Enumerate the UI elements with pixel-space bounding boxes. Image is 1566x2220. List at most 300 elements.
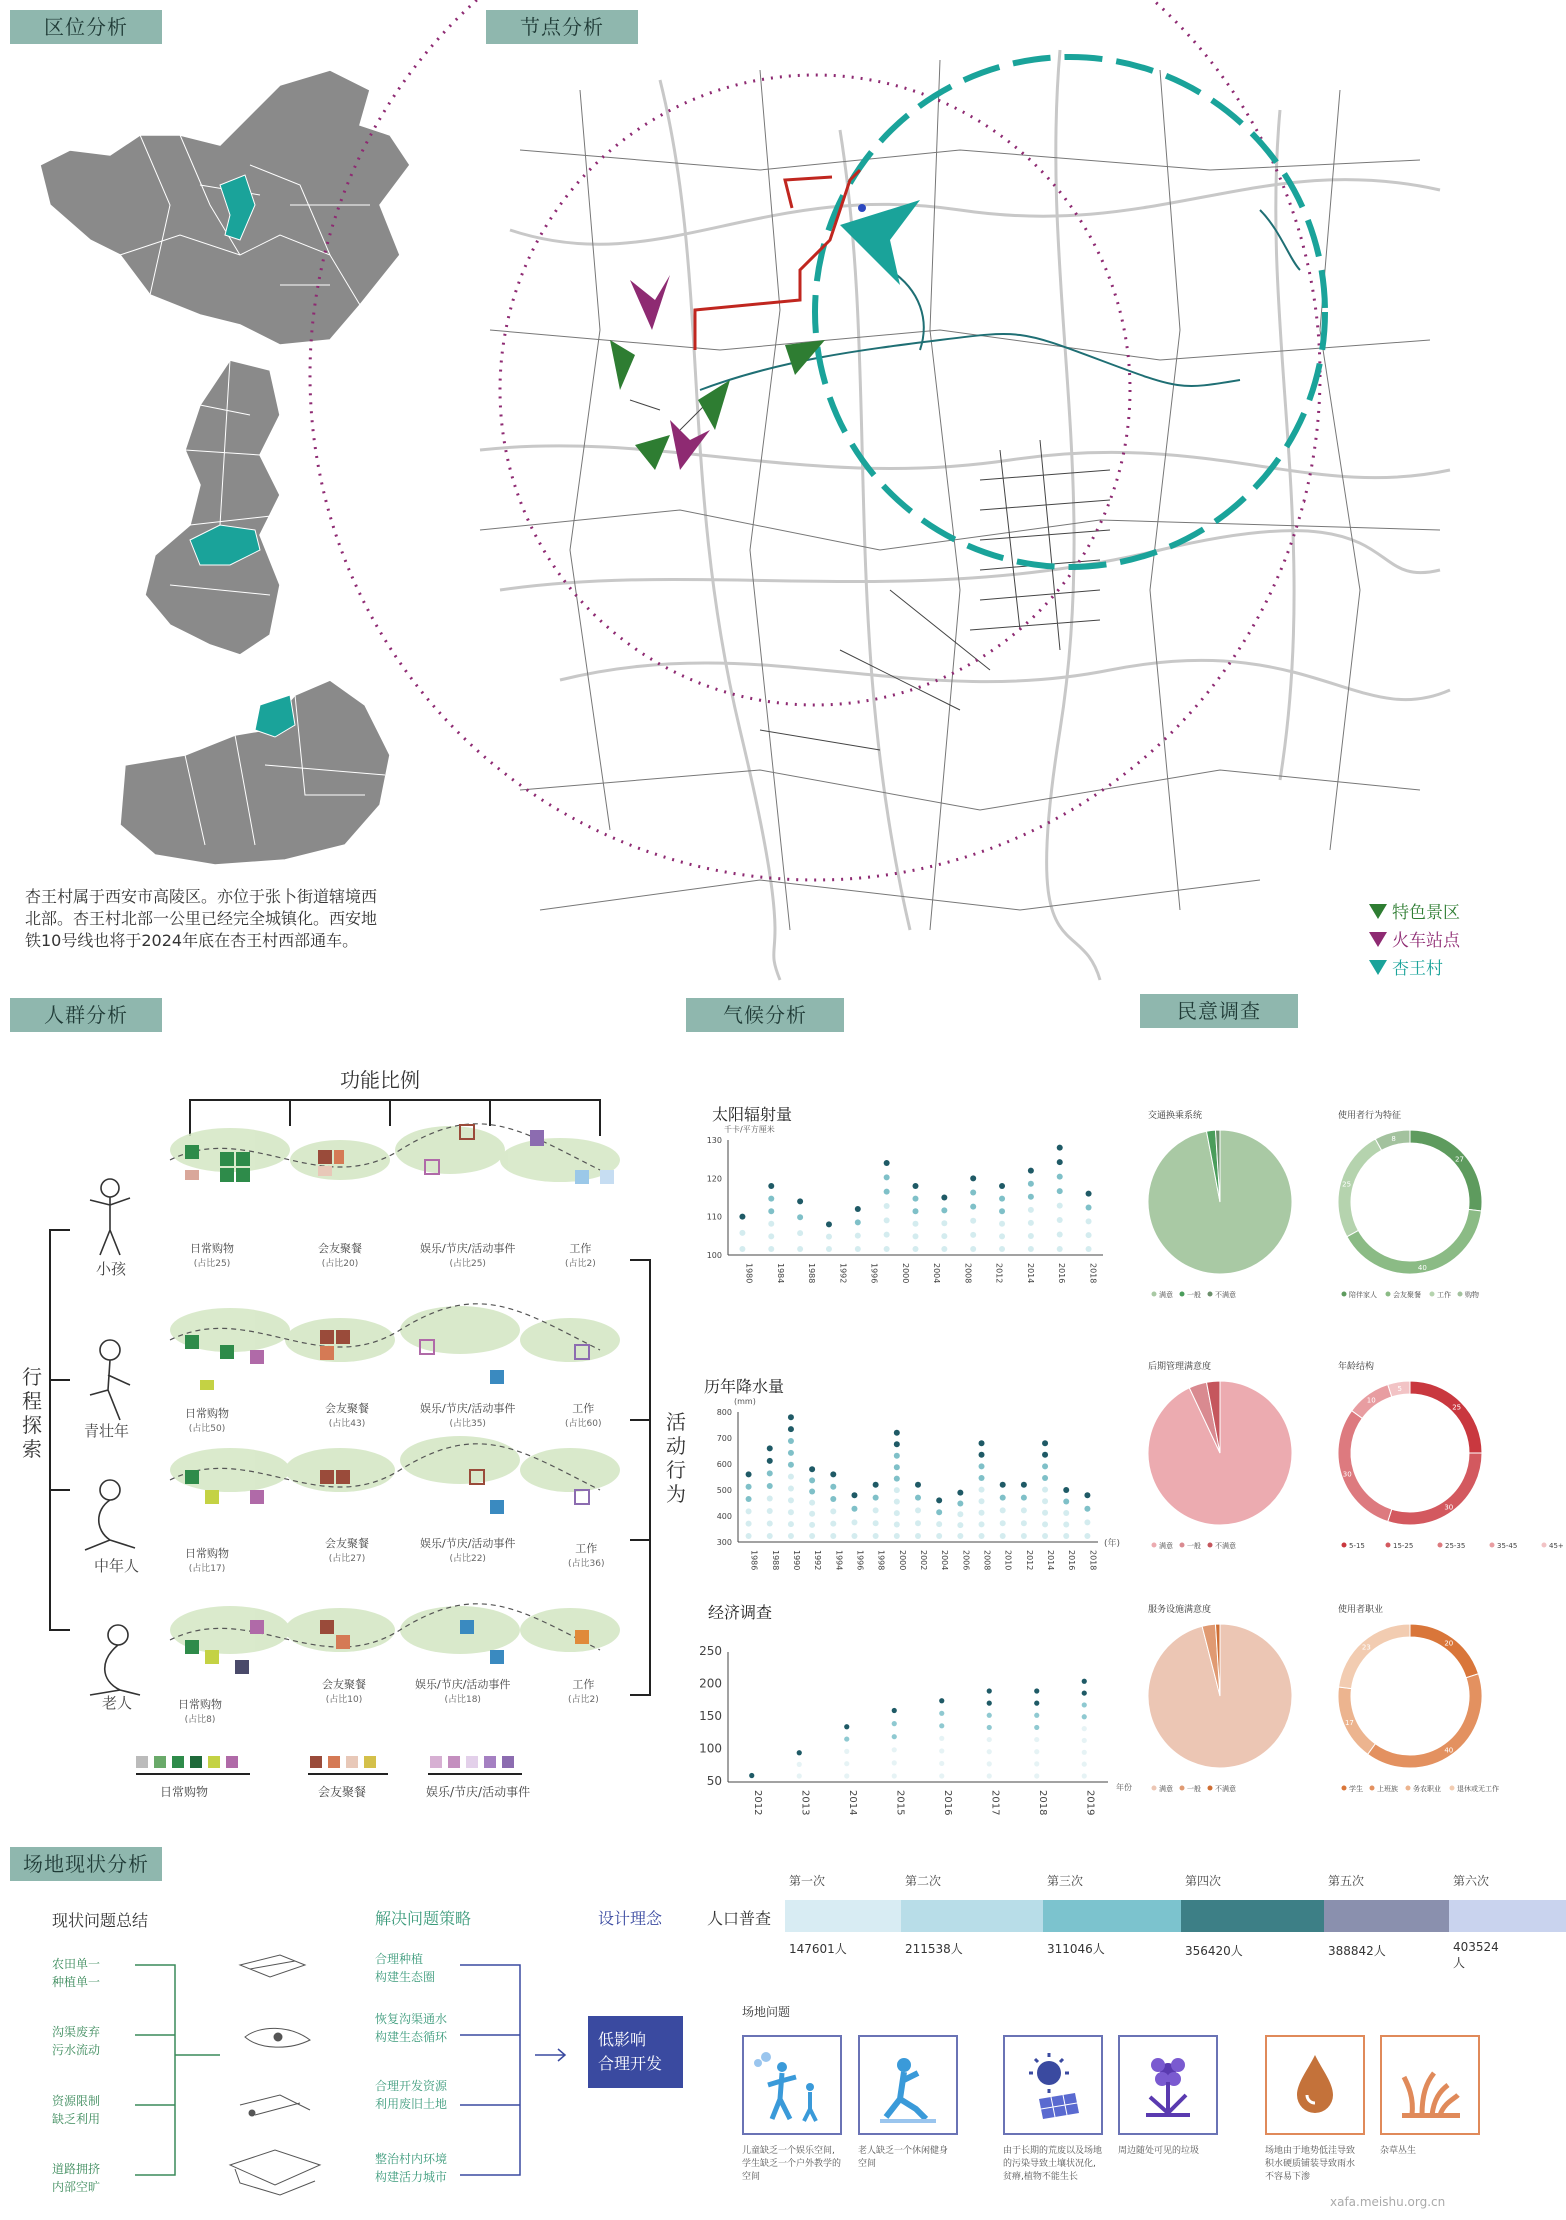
data-dot (746, 1496, 752, 1502)
issue-trash-caption (1118, 2145, 1228, 2158)
elder-item-fun (415, 1676, 510, 1705)
data-dot (788, 1438, 794, 1444)
legend-swatch (1450, 1786, 1455, 1791)
data-dot (809, 1533, 815, 1539)
node-analysis-map (460, 30, 1470, 990)
chart-ylabel: 千卡/平方厘米 (724, 1125, 775, 1134)
legend-label: 满意 (1159, 1542, 1173, 1550)
section-tag-crowd: 人群分析 (10, 998, 162, 1032)
data-dot (913, 1196, 919, 1202)
data-dot (844, 1749, 849, 1754)
data-dot (1028, 1168, 1034, 1174)
data-dot (987, 1688, 992, 1693)
census-cell (1324, 1900, 1449, 1932)
data-dot (884, 1160, 890, 1166)
x-tick-label: 2018 (1088, 1263, 1098, 1284)
census-title: 人口普查 (707, 1909, 772, 1928)
data-dot (987, 1773, 992, 1778)
data-dot (1028, 1220, 1034, 1226)
data-dot (1086, 1218, 1092, 1224)
node-legend (1368, 898, 1460, 979)
slice-value-label: 20 (1444, 1639, 1454, 1648)
concept-line: 合理开发 (598, 2054, 663, 2073)
legend-swatch (1406, 1786, 1411, 1791)
chart-xunit: 年份 (1116, 1783, 1132, 1792)
y-tick-label: 800 (716, 1408, 732, 1417)
item-pct: (占比27) (328, 1554, 366, 1564)
data-dot (884, 1232, 890, 1238)
census-period-label: 第二次 (905, 1874, 942, 1888)
slice-value-label: 17 (1344, 1719, 1354, 1728)
pie-slice (1388, 1453, 1482, 1525)
legend-shop: 日常购物 (160, 1785, 209, 1799)
data-dot (1063, 1522, 1069, 1528)
data-dot (851, 1492, 857, 1498)
census-value: 388842人 (1328, 1944, 1386, 1958)
item-label: 会友聚餐 (325, 1402, 369, 1415)
slice-value-label: 25 (1452, 1403, 1462, 1412)
data-dot (979, 1475, 985, 1481)
item-pct: (占比60) (565, 1419, 602, 1429)
data-dot (1042, 1487, 1048, 1493)
data-dot (979, 1487, 985, 1493)
flower-icon (1120, 2037, 1216, 2133)
data-dot (1063, 1499, 1069, 1505)
data-dot (987, 1749, 992, 1754)
item-pct: (占比18) (444, 1695, 481, 1705)
x-tick-label: 1988 (770, 1550, 780, 1571)
data-dot (979, 1533, 985, 1539)
data-dot (1084, 1506, 1090, 1512)
data-dot (894, 1430, 900, 1436)
data-dot (1000, 1533, 1006, 1539)
precipitation-chart (700, 1372, 1140, 1592)
pie-slice (1368, 1674, 1482, 1768)
data-dot (788, 1414, 794, 1420)
legend-swatch (1342, 1292, 1347, 1297)
data-dot (1028, 1246, 1034, 1252)
middle-item-fun (420, 1535, 515, 1564)
data-dot (1000, 1482, 1006, 1488)
section-tag-site: 场地现状分析 (10, 1847, 162, 1881)
data-dot (739, 1230, 745, 1236)
caption-line: 贫瘠,植物不能生长 (1003, 2172, 1078, 2182)
pie-title: 使用者行为特征 (1338, 1111, 1402, 1121)
data-dot (939, 1698, 944, 1703)
section-tag-climate: 气候分析 (686, 998, 844, 1032)
census-value: 211538人 (905, 1942, 963, 1956)
data-dot (987, 1737, 992, 1742)
location-description (25, 886, 485, 952)
item-pct: (占比25) (449, 1259, 486, 1269)
problem-line: 缺乏利用 (52, 2112, 101, 2126)
data-dot (1082, 1679, 1087, 1684)
item-pct: (占比43) (328, 1419, 366, 1429)
data-dot (873, 1520, 879, 1526)
problem-line: 资源限制 (52, 2094, 101, 2108)
data-dot (851, 1533, 857, 1539)
location-line-2: 北部。杏王村北部一公里已经完全城镇化。西安地 (25, 909, 378, 928)
data-dot (936, 1533, 942, 1539)
data-dot (939, 1711, 944, 1716)
data-dot (1084, 1519, 1090, 1525)
item-label: 日常购物 (178, 1698, 222, 1711)
data-dot (788, 1474, 794, 1480)
data-dot (979, 1452, 985, 1458)
legend-label: 务农职业 (1413, 1785, 1441, 1793)
data-dot (999, 1183, 1005, 1189)
census-value: 147601人 (789, 1942, 847, 1956)
data-dot (913, 1208, 919, 1214)
data-dot (1082, 1762, 1087, 1767)
census-cell (785, 1900, 901, 1932)
data-dot (1034, 1761, 1039, 1766)
data-dot (1057, 1174, 1063, 1180)
group-name-elder: 老人 (102, 1694, 133, 1712)
data-dot (788, 1497, 794, 1503)
strategy-1 (375, 1950, 435, 1986)
problem-line: 种植单一 (52, 1975, 101, 1989)
crowd-color-legend (130, 1752, 550, 1782)
data-dot (892, 1708, 897, 1713)
pie-management (1140, 1355, 1310, 1565)
data-dot (746, 1484, 752, 1490)
data-dot (1057, 1217, 1063, 1223)
item-label: 会友聚餐 (322, 1678, 366, 1691)
data-dot (913, 1183, 919, 1189)
pie-title: 交通换乘系统 (1148, 1111, 1203, 1121)
item-label: 会友聚餐 (318, 1242, 362, 1255)
elder-exercise-icon (860, 2037, 956, 2133)
data-dot (767, 1533, 773, 1539)
data-dot (1000, 1495, 1006, 1501)
data-dot (1034, 1701, 1039, 1706)
data-dot (1057, 1159, 1063, 1165)
x-tick-label: 2015 (894, 1790, 906, 1816)
item-label: 工作 (572, 1402, 595, 1415)
data-dot (768, 1221, 774, 1227)
legend-label: 45+ (1549, 1542, 1564, 1550)
x-tick-label: 2016 (1057, 1263, 1067, 1284)
data-dot (797, 1750, 802, 1755)
x-tick-label: 2006 (961, 1550, 971, 1571)
data-dot (892, 1721, 897, 1726)
slice-value-label: 30 (1342, 1470, 1352, 1479)
data-dot (788, 1426, 794, 1432)
legend-label: 会友聚餐 (1393, 1291, 1421, 1299)
issue-weed-caption (1380, 2145, 1490, 2158)
item-pct: (占比36) (568, 1559, 605, 1569)
donut-occupation (1330, 1598, 1499, 1808)
data-dot (797, 1773, 802, 1778)
data-dot (746, 1471, 752, 1477)
section-tag-survey: 民意调查 (1140, 994, 1298, 1028)
data-dot (894, 1464, 900, 1470)
legend-label: 35-45 (1497, 1542, 1518, 1550)
problem-2 (52, 2023, 100, 2059)
item-label: 日常购物 (185, 1547, 229, 1560)
item-label: 会友聚餐 (325, 1537, 369, 1550)
data-dot (1000, 1507, 1006, 1513)
data-dot (970, 1232, 976, 1238)
y-tick-label: 100 (706, 1251, 722, 1260)
data-dot (768, 1196, 774, 1202)
watermark: xafa.meishu.org.cn (1330, 2195, 1446, 2209)
data-dot (767, 1520, 773, 1526)
data-dot (830, 1533, 836, 1539)
data-dot (999, 1208, 1005, 1214)
data-dot (1042, 1440, 1048, 1446)
legend-item-train (1368, 926, 1460, 951)
data-dot (855, 1219, 861, 1225)
census-value: 403524人 (1453, 1940, 1499, 1970)
data-dot (1021, 1507, 1027, 1513)
legend-label-village: 杏王村 (1392, 959, 1443, 979)
data-dot (797, 1762, 802, 1767)
slice-value-label: 10 (1366, 1396, 1376, 1405)
legend-label-train: 火车站点 (1392, 931, 1460, 951)
data-dot (1057, 1145, 1063, 1151)
data-dot (913, 1233, 919, 1239)
data-dot (892, 1747, 897, 1752)
item-pct: (占比2) (568, 1695, 599, 1705)
data-dot (979, 1510, 985, 1516)
caption-line: 积水硬质铺装导致雨水 (1265, 2159, 1356, 2169)
data-dot (894, 1522, 900, 1528)
section-tag-nodes: 节点分析 (486, 10, 638, 44)
data-dot (1028, 1233, 1034, 1239)
data-dot (1034, 1749, 1039, 1754)
data-dot (797, 1230, 803, 1236)
data-dot (1042, 1498, 1048, 1504)
y-tick-label: 50 (706, 1774, 722, 1788)
census-period-label: 第三次 (1047, 1874, 1084, 1888)
y-tick-label: 120 (706, 1174, 722, 1184)
y-tick-label: 250 (699, 1644, 722, 1658)
problem-1 (52, 1955, 100, 1991)
chart-title: 经济调查 (708, 1603, 773, 1622)
y-tick-label: 600 (716, 1460, 732, 1469)
data-dot (767, 1508, 773, 1514)
pie-title: 年龄结构 (1338, 1362, 1375, 1372)
x-tick-label: 2014 (846, 1790, 858, 1816)
issue-water-box (1265, 2035, 1365, 2135)
strategy-line: 构建生态圈 (375, 1970, 436, 1984)
item-label: 娱乐/节庆/活动事件 (420, 1402, 516, 1415)
concept-title: 设计理念 (598, 1909, 663, 1928)
slice-value-label: 8 (1391, 1135, 1396, 1144)
data-dot (1021, 1520, 1027, 1526)
caption-line: 不容易下渗 (1265, 2172, 1311, 2182)
x-tick-label: 1992 (838, 1263, 848, 1284)
pie-title: 后期管理满意度 (1148, 1362, 1212, 1372)
data-dot (1042, 1521, 1048, 1527)
middle-item-work (568, 1540, 604, 1569)
data-dot (915, 1482, 921, 1488)
x-tick-label: 2018 (1036, 1790, 1048, 1816)
data-dot (749, 1773, 754, 1778)
strategy-line: 构建生态循环 (375, 2030, 448, 2044)
legend-label: 不满意 (1215, 1291, 1236, 1299)
legend-label: 上班族 (1377, 1785, 1398, 1793)
legend-swatch (1152, 1543, 1157, 1548)
data-dot (1063, 1510, 1069, 1516)
x-tick-label: 1984 (775, 1263, 785, 1284)
y-tick-label: 200 (699, 1676, 722, 1691)
weed-icon (1382, 2037, 1478, 2133)
caption-line: 儿童缺乏一个娱乐空间, (742, 2146, 835, 2156)
legend-swatch (1386, 1543, 1391, 1548)
data-dot (788, 1450, 794, 1456)
data-dot (884, 1189, 890, 1195)
x-tick-label: 2002 (919, 1550, 928, 1571)
x-tick-label: 1996 (869, 1263, 879, 1284)
data-dot (788, 1485, 794, 1491)
data-dot (788, 1521, 794, 1527)
data-dot (788, 1533, 794, 1539)
data-dot (915, 1495, 921, 1501)
legend-label: 15-25 (1393, 1542, 1414, 1550)
data-dot (936, 1497, 942, 1503)
item-pct: (占比20) (321, 1259, 359, 1269)
caption-line: 空间 (858, 2159, 877, 2169)
data-dot (855, 1233, 861, 1239)
data-dot (809, 1500, 815, 1506)
elder-item-shop (178, 1696, 222, 1725)
data-dot (1042, 1463, 1048, 1469)
legend-label: 不满意 (1215, 1785, 1236, 1793)
data-dot (957, 1500, 963, 1506)
data-dot (768, 1208, 774, 1214)
data-dot (1082, 1773, 1087, 1778)
item-label: 工作 (572, 1678, 595, 1691)
legend-label: 满意 (1159, 1785, 1173, 1793)
data-dot (1082, 1690, 1087, 1695)
item-pct: (占比17) (188, 1564, 226, 1574)
data-dot (830, 1471, 836, 1477)
legend-swatch (1458, 1292, 1463, 1297)
data-dot (915, 1520, 921, 1526)
x-tick-label: 2010 (1003, 1550, 1013, 1571)
issue-kids-box (742, 2035, 842, 2135)
data-dot (851, 1519, 857, 1525)
x-tick-label: 2008 (963, 1263, 973, 1284)
data-dot (970, 1246, 976, 1252)
pie-slice (1410, 1130, 1482, 1211)
data-dot (941, 1220, 947, 1226)
item-label: 工作 (575, 1542, 598, 1555)
data-dot (797, 1246, 803, 1252)
legend-label-scenic: 特色景区 (1392, 903, 1460, 923)
kids-play-icon (744, 2037, 840, 2133)
x-tick-label: 1990 (791, 1550, 801, 1571)
census-value: 356420人 (1185, 1944, 1243, 1958)
data-dot (970, 1189, 976, 1195)
data-dot (809, 1466, 815, 1472)
data-dot (892, 1734, 897, 1739)
caption-line: 由于长期的荒废以及场地 (1003, 2146, 1103, 2156)
youth-item-meet (325, 1400, 369, 1429)
legend-swatch (1208, 1786, 1213, 1791)
legend-label: 退休或无工作 (1457, 1785, 1499, 1793)
data-dot (1063, 1487, 1069, 1493)
data-dot (979, 1498, 985, 1504)
data-dot (739, 1214, 745, 1220)
legend-label: 一般 (1187, 1785, 1201, 1793)
child-item-work (565, 1240, 596, 1269)
legend-swatch (1386, 1292, 1391, 1297)
x-tick-label: 2000 (897, 1550, 907, 1571)
strategy-line: 合理开发资源 (375, 2079, 448, 2093)
problem-line: 道路拥挤 (52, 2162, 101, 2176)
data-dot (957, 1511, 963, 1517)
data-dot (1086, 1246, 1092, 1252)
data-dot (809, 1522, 815, 1528)
legend-swatch (1430, 1292, 1435, 1297)
elder-item-meet (322, 1676, 366, 1705)
item-label: 娱乐/节庆/活动事件 (420, 1537, 516, 1550)
pie-slice (1338, 1687, 1375, 1754)
data-dot (892, 1773, 897, 1778)
legend-swatch (1342, 1543, 1347, 1548)
caption-line: 周边随处可见的垃圾 (1118, 2146, 1200, 2156)
data-dot (970, 1204, 976, 1210)
data-dot (809, 1488, 815, 1494)
data-dot (915, 1533, 921, 1539)
legend-swatch (1180, 1292, 1185, 1297)
data-dot (830, 1496, 836, 1502)
issue-elder-caption (858, 2145, 968, 2171)
youth-item-shop (185, 1405, 229, 1434)
caption-line: 空间 (742, 2172, 761, 2182)
x-tick-label: 1996 (855, 1550, 865, 1571)
data-dot (987, 1761, 992, 1766)
legend-swatch (1152, 1292, 1157, 1297)
group-name-youth: 青壮年 (84, 1422, 130, 1440)
legend-swatch (1438, 1543, 1443, 1548)
slice-value-label: 40 (1444, 1746, 1454, 1755)
slice-value-label: 25 (1342, 1180, 1352, 1189)
middle-item-shop (185, 1545, 229, 1574)
slice-value-label: 27 (1455, 1155, 1464, 1164)
data-dot (894, 1453, 900, 1459)
y-tick-label: 130 (706, 1136, 722, 1145)
strategy-4 (375, 2150, 447, 2186)
crowd-diagram (0, 1090, 680, 1830)
legend-swatch (1208, 1543, 1213, 1548)
legend-swatch (1208, 1292, 1213, 1297)
legend-label: 工作 (1437, 1291, 1451, 1299)
xian-map (115, 675, 400, 870)
caption-line: 老人缺乏一个休闲健身 (858, 2146, 949, 2156)
youth-item-fun (420, 1400, 515, 1429)
pie-title: 使用者职业 (1338, 1605, 1384, 1615)
data-dot (884, 1203, 890, 1209)
issue-soil-box (1003, 2035, 1103, 2135)
legend-fun: 娱乐/节庆/活动事件 (426, 1785, 531, 1799)
x-tick-label: 1988 (807, 1263, 817, 1284)
child-item-shop (190, 1240, 234, 1269)
data-dot (939, 1748, 944, 1753)
data-dot (999, 1196, 1005, 1202)
data-dot (894, 1533, 900, 1539)
x-tick-label: 1986 (749, 1550, 759, 1571)
data-dot (913, 1221, 919, 1227)
data-dot (1034, 1688, 1039, 1693)
data-dot (1000, 1520, 1006, 1526)
data-dot (915, 1507, 921, 1513)
item-pct: (占比22) (449, 1554, 486, 1564)
